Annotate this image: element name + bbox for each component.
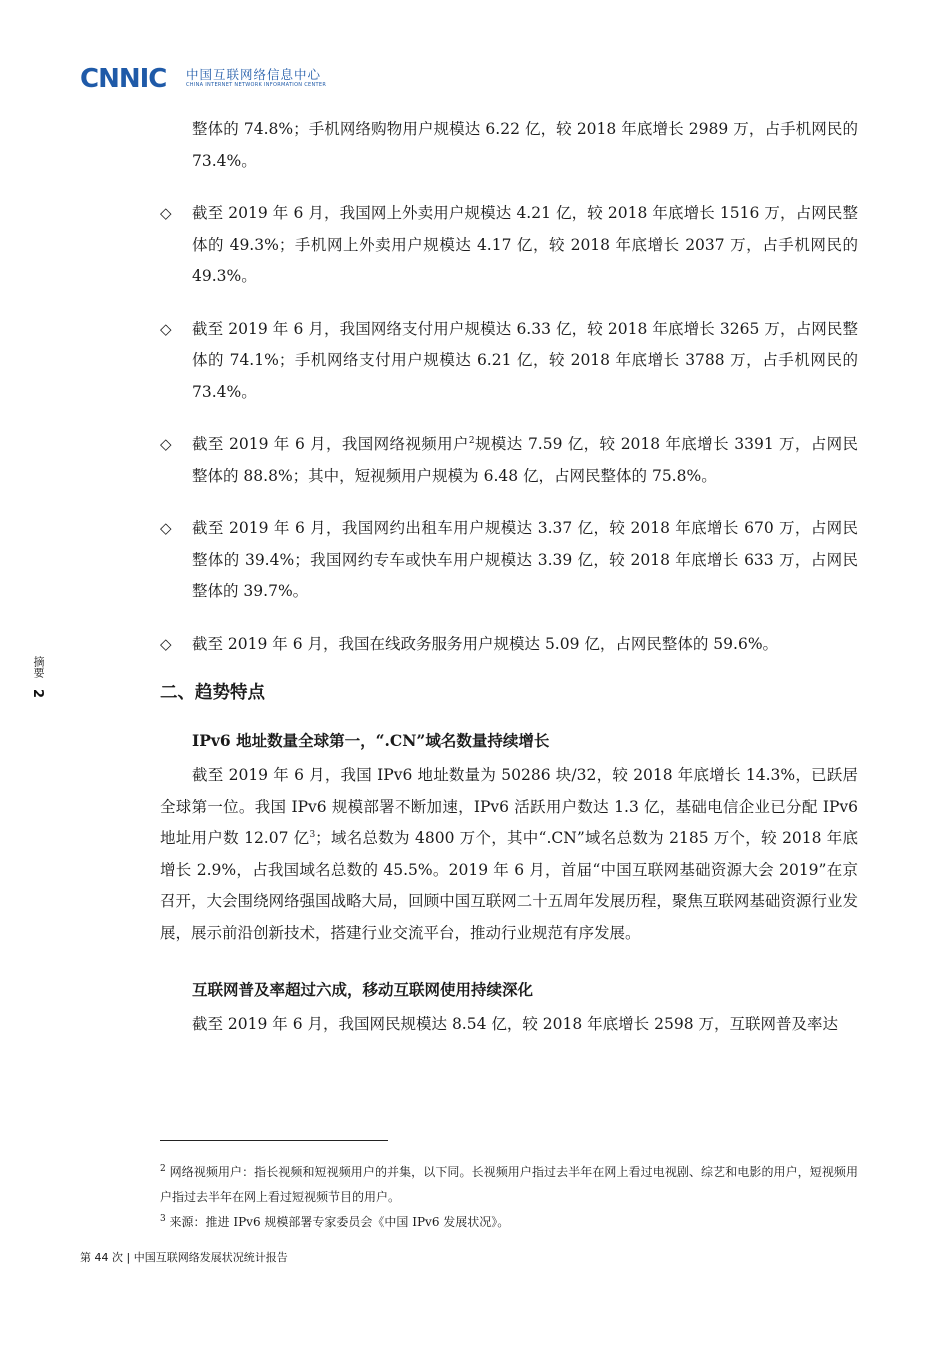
diamond-bullet-icon: ◇	[160, 634, 172, 653]
cnnic-logo-icon	[80, 66, 180, 90]
footnotes	[160, 1160, 858, 1235]
section-heading: 二、趋势特点	[160, 683, 265, 703]
org-name-cn: 中国互联网络信息中心	[186, 67, 322, 82]
bullet-item	[160, 513, 858, 608]
bullet-text: 截至 2019 年 6 月，我国网上外卖用户规模达 4.21 亿，较 2018 年底增长 1516 万，占网民整体的 49.3%；手机网上外卖用户规模达 4.17 亿，较 2018 年底增长 2037 万，占手机网民的 49.3%。	[192, 204, 859, 285]
bullet-text: 截至 2019 年 6 月，我国网络视频用户$^2$规模达 7.59 亿，较 2018 年底增长 3391 万，占网民整体的 88.8%；其中，短视频用户规模为 6.48 亿，占网民整体的 75.8%。	[192, 435, 858, 485]
subsection-body: 截至 2019 年 6 月，我国网民规模达 8.54 亿，较 2018 年底增长 2598 万，互联网普及率达	[192, 1015, 838, 1033]
diamond-bullet-icon: ◇	[160, 519, 172, 537]
bullet-item	[160, 429, 858, 492]
footnote-ref[interactable]: 3	[309, 829, 316, 840]
svg-text:CNNIC: CNNIC	[80, 66, 167, 90]
bullet-text: 截至 2019 年 6 月，我国网约出租车用户规模达 3.37 亿，较 2018 年底增长 670 万，占网民整体的 39.4%；我国网约专车或快车用户规模达 3.39 亿，较 2018 年底增长 633 万，占网民整体的 39.7%。	[192, 519, 858, 600]
bullet-item	[160, 198, 858, 293]
report-header	[80, 62, 326, 94]
diamond-bullet-icon: ◇	[160, 319, 172, 338]
footnote: $^2$ 网络视频用户：指长视频和短视频用户的并集，以下同。长视频用户指过去半年在网上看过电视剧、综艺和电影的用户，短视频用户指过去半年在网上看过短视频节目的用户。	[160, 1164, 858, 1204]
intro-continuation: 整体的 74.8%；手机网络购物用户规模达 6.22 亿，较 2018 年底增长 2989 万，占手机网民的 73.4%。	[192, 120, 858, 170]
bullet-text: 截至 2019 年 6 月，我国网络支付用户规模达 6.33 亿，较 2018 年底增长 3265 万，占网民整体的 74.1%；手机网络支付用户规模达 6.21 亿，较 2018 年底增长 3788 万，占手机网民的 73.4%。	[192, 319, 859, 401]
bullet-item	[160, 314, 858, 409]
side-section-label	[30, 656, 46, 701]
diamond-bullet-icon: ◇	[160, 204, 172, 222]
subsection-heading: 互联网普及率超过六成，移动互联网使用持续深化	[192, 980, 534, 999]
diamond-bullet-icon: ◇	[160, 435, 172, 453]
side-page-number: 2	[30, 688, 46, 699]
org-name	[186, 67, 326, 89]
footnote-divider	[160, 1140, 388, 1141]
org-name-en: CHINA INTERNET NETWORK INFORMATION CENTER	[186, 82, 327, 88]
subsection-heading: IPv6 地址数量全球第一，“.CN”域名数量持续增长	[192, 731, 550, 750]
bullet-item	[160, 629, 858, 661]
subsection-body: 截至 2019 年 6 月，我国 IPv6 地址数量为 50286 块/32，较 2018 年底增长 14.3%，已跃居全球第一位。我国 IPv6 规模部署不断加速，IPv6 活跃用户数达 1.3 亿，基础电信企业已分配 IPv6 地址用户数 12.07 亿$^3$；域名总数为 4800 万个，其中“.CN”域名总数为 2185 万个，较 2018 年底增长 2.9%，占我国域名总数的 45.5%。2019 年 6 月，首届“中国互联网基础资源大会 2019”在京召开，大会围绕网络强国战略大局，回顾中国互联网二十五周年发展历程，聚焦互联网基础资源行业发展，展示前沿创新技术，搭建行业交流平台，推动行业规范有序发展。	[160, 766, 858, 942]
main-content	[160, 114, 858, 1056]
footnote-ref[interactable]: 2	[468, 435, 475, 446]
footnote: $^3$ 来源：推进 IPv6 规模部署专家委员会《中国 IPv6 发展状况》。	[160, 1214, 510, 1229]
page-footer: 第 44 次 | 中国互联网络发展状况统计报告	[80, 1251, 288, 1264]
bullet-text: 截至 2019 年 6 月，我国在线政务服务用户规模达 5.09 亿，占网民整体的 59.6%。	[192, 634, 779, 653]
side-section-name: 摘要	[32, 656, 45, 678]
